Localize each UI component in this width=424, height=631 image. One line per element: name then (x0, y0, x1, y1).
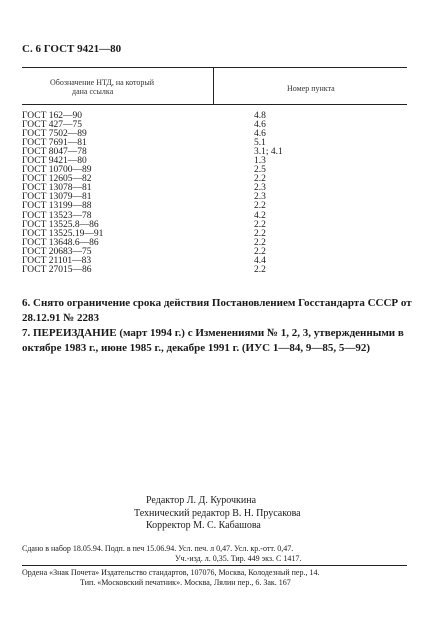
ntd-designation: ГОСТ 427—75 (22, 120, 82, 131)
paragraph-6: 6. Снято ограничение срока действия Постановлением Госстандарта СССР от 28.12.91 № 2283 (22, 297, 412, 324)
page-header: С. 6 ГОСТ 9421—80 (22, 43, 122, 55)
reference-table-body (22, 112, 334, 275)
ntd-designation: ГОСТ 13525.19—91 (22, 228, 104, 239)
item-number: 4.6 (254, 120, 266, 131)
editors-block (134, 495, 301, 533)
ntd-designation: ГОСТ 13199—88 (22, 201, 92, 212)
item-number: 4.4 (254, 255, 266, 266)
item-number: 2.2 (254, 246, 266, 257)
item-number: 4.2 (254, 210, 266, 221)
imprint-line-1: Сдано в набор 18.05.94. Подп. в печ 15.06.94. Усл. печ. л 0,47. Усл. кр.-отт. 0,47. (22, 544, 294, 553)
imprint-line-2: Уч.-изд. л. 0,35. Тир. 449 экз. С 1417. (175, 554, 302, 563)
ntd-designation: ГОСТ 162—90 (22, 111, 82, 121)
item-number: 4.8 (254, 111, 266, 121)
table-row (22, 266, 334, 275)
imprint-line-3: Ордена «Знак Почета» Издательство стандартов, 107076, Москва, Колодезный пер., 14. (22, 568, 320, 577)
item-number: 2.2 (254, 228, 266, 239)
ntd-designation: ГОСТ 12605—82 (22, 174, 92, 185)
item-number: 1.3 (254, 156, 266, 167)
ntd-designation: ГОСТ 8047—78 (22, 147, 87, 158)
ntd-designation: ГОСТ 13078—81 (22, 183, 92, 194)
ntd-designation: ГОСТ 13523—78 (22, 210, 92, 221)
imprint-line-4: Тип. «Московский печатник». Москва, Лялин пер., 6. Зак. 167 (80, 578, 291, 587)
ntd-designation: ГОСТ 13525.8—86 (22, 219, 99, 230)
ntd-designation: ГОСТ 21101—83 (22, 255, 92, 266)
item-number: 2.2 (254, 201, 266, 212)
table-column-divider (213, 68, 214, 104)
item-number: 2.2 (254, 174, 266, 185)
item-number: 2.3 (254, 192, 266, 203)
item-number: 2.2 (254, 264, 266, 275)
item-number: 2.3 (254, 183, 266, 194)
item-number: 5.1 (254, 138, 266, 149)
table-top-rule (22, 67, 407, 68)
ntd-designation: ГОСТ 27015—86 (22, 264, 92, 275)
ntd-designation: ГОСТ 7502—89 (22, 129, 87, 140)
ntd-designation: ГОСТ 9421—80 (22, 156, 87, 167)
col2-header: Номер пункта (287, 84, 335, 93)
col1-header: Обозначение НТД, на который дана ссылка (50, 78, 155, 96)
editor: Редактор Л. Д. Курочкина (146, 495, 257, 506)
technical-editor: Технический редактор В. Н. Прусакова (134, 507, 301, 519)
item-number: 4.6 (254, 129, 266, 140)
item-number: 2.5 (254, 165, 266, 176)
item-number: 2.2 (254, 237, 266, 248)
ntd-designation: ГОСТ 13079—81 (22, 192, 92, 203)
table-header-rule (22, 104, 407, 105)
imprint-rule (22, 565, 407, 566)
paragraph-7: 7. ПЕРЕИЗДАНИЕ (март 1994 г.) с Изменениями № 1, 2, 3, утвержденными в октябре 1983 г., июне 1985 г., декабре 1991 г. (ИУС 1—84, 9—85, 5—92) (22, 327, 404, 354)
ntd-designation: ГОСТ 20683—75 (22, 246, 92, 257)
ntd-designation: ГОСТ 13648.6—86 (22, 237, 99, 248)
corrector: Корректор М. С. Кабашова (146, 520, 261, 531)
ntd-designation: ГОСТ 7691—81 (22, 138, 87, 149)
ntd-designation: ГОСТ 10700—89 (22, 165, 92, 176)
item-number: 2.2 (254, 219, 266, 230)
item-number: 3.1; 4.1 (254, 147, 283, 158)
